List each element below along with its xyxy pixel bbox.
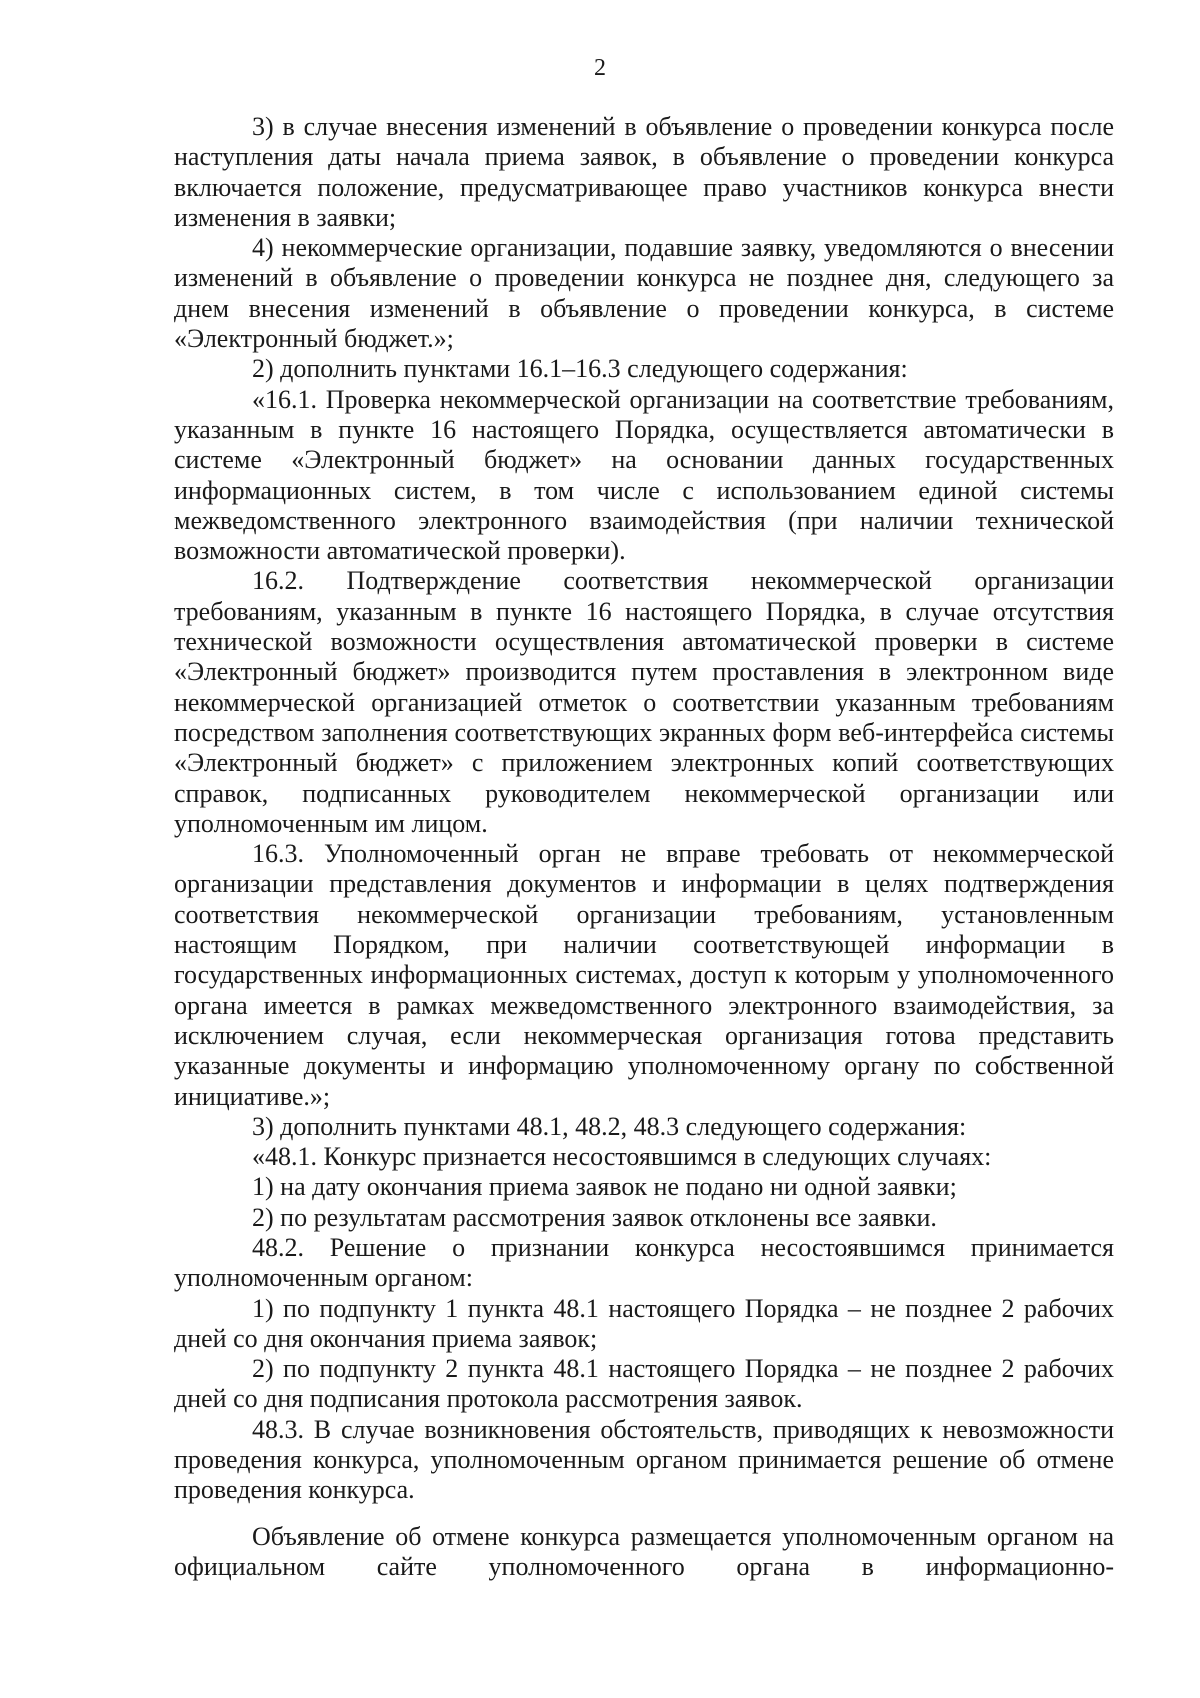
paragraph-48-3: 48.3. В случае возникновения обстоятельств, приводящих к невозможности проведения конкурса, уполномоченным органом принимается решение об отмене проведения конкурса.	[174, 1414, 1114, 1505]
paragraph-16-2: 16.2. Подтверждение соответствия некоммерческой организации требованиям, указанным в пункте 16 настоящего Порядка, в случае отсутствия технической возможности осуществления автоматической проверки в системе «Электронный бюджет» производится путем проставления в электронном виде некоммерческой организацией отметок о соответствии указанным требованиям посредством заполнения соответствующих экранных форм веб-интерфейса системы «Электронный бюджет» с приложением электронных копий соответствующих справок, подписанных руководителем некоммерческой организации или уполномоченным им лицом.	[174, 566, 1114, 838]
paragraph-add-16: 2) дополнить пунктами 16.1–16.3 следующего содержания:	[252, 354, 908, 384]
paragraph-add-48: 3) дополнить пунктами 48.1, 48.2, 48.3 следующего содержания:	[252, 1111, 967, 1141]
paragraph-48-2-item-1: 1) по подпункту 1 пункта 48.1 настоящего Порядка – не позднее 2 рабочих дней со дня окончания приема заявок;	[174, 1293, 1114, 1353]
paragraph-48-1: «48.1. Конкурс признается несостоявшимся в следующих случаях:	[252, 1142, 992, 1172]
paragraph-48-2: 48.2. Решение о признании конкурса несостоявшимся принимается уполномоченным органом:	[174, 1232, 1114, 1293]
paragraph-cancel-notice: Объявление об отмене конкурса размещается уполномоченным органом на официальном сайте уполномоченного органа в информационно-	[174, 1521, 1114, 1581]
paragraph-amendment-4: 4) некоммерческие организации, подавшие заявку, уведомляются о внесении изменений в объявление о проведении конкурса не позднее дня, следующего за днем внесения изменений в объявление о проведении конкурса, в системе «Электронный бюджет.»;	[174, 233, 1114, 354]
paragraph-48-1-item-1: 1) на дату окончания приема заявок не подано ни одной заявки;	[252, 1172, 957, 1202]
paragraph-16-3: 16.3. Уполномоченный орган не вправе требовать от некоммерческой организации представления документов и информации в целях подтверждения соответствия некоммерческой организации требованиям, установленным настоящим Порядком, при наличии соответствующей информации в государственных информационных системах, доступ к которым у уполномоченного органа имеется в рамках межведомственного электронного взаимодействия, за исключением случая, если некоммерческая организация готова представить указанные документы и информацию уполномоченному органу по собственной инициативе.»;	[174, 839, 1114, 1111]
paragraph-amendment-3: 3) в случае внесения изменений в объявление о проведении конкурса после наступления даты начала приема заявок, в объявление о проведении конкурса включается положение, предусматривающее право участников конкурса внести изменения в заявки;	[174, 112, 1114, 232]
paragraph-16-1: «16.1. Проверка некоммерческой организации на соответствие требованиям, указанным в пункте 16 настоящего Порядка, осуществляется автоматически в системе «Электронный бюджет» на основании данных государственных информационных систем, в том числе с использованием единой системы межведомственного электронного взаимодействия (при наличии технической возможности автоматической проверки).	[174, 384, 1114, 566]
paragraph-48-2-item-2: 2) по подпункту 2 пункта 48.1 настоящего Порядка – не позднее 2 рабочих дней со дня подписания протокола рассмотрения заявок.	[174, 1354, 1114, 1414]
document-body	[174, 112, 1114, 1582]
page-number: 2	[594, 55, 606, 81]
paragraph-48-1-item-2: 2) по результатам рассмотрения заявок отклонены все заявки.	[252, 1202, 937, 1232]
